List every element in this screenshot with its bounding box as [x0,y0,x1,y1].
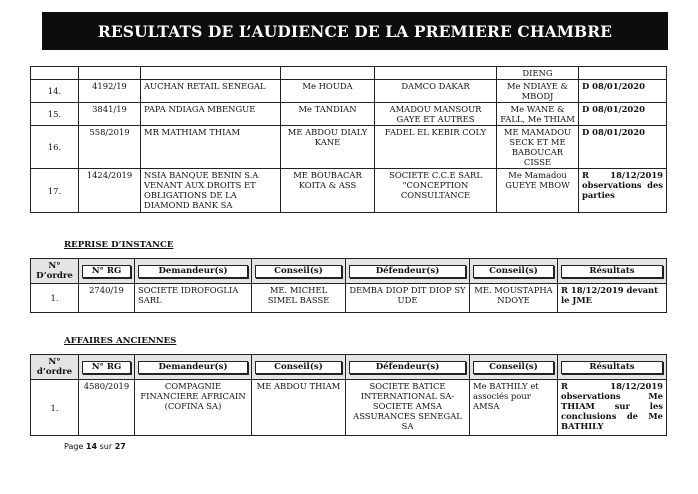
defendant-counsel-cell: Me BATHILY et associés pour AMSA [470,380,558,436]
footer-sur: sur [99,442,113,451]
header-cell [79,259,135,284]
result-cell: D 08/01/2020 [579,80,667,103]
footer-page-number: 14 [85,442,98,451]
page-banner-title: RESULTATS DE L’AUDIENCE DE LA PREMIERE CHAMBRE [42,12,668,50]
plaintiff-cell: AUCHAN RETAIL SENEGAL [141,80,281,103]
table-header-row [31,355,667,380]
header-cell [558,355,667,380]
table-row [31,67,667,80]
plaintiff-counsel-cell: ME ABDOU DIALY KANE [281,126,375,169]
table-row [31,126,667,169]
row-number: 16. [31,126,79,169]
header-cell [470,259,558,284]
header-defendeur: Défendeur(s) [349,265,466,278]
results-table-continued [30,66,667,213]
header-cell [135,259,252,284]
defendant-cell: DAMCO DAKAR [375,80,497,103]
header-cell [79,355,135,380]
header-cell [470,355,558,380]
header-cell [252,259,346,284]
table-cell: DIENG [497,67,579,80]
table-cell [375,67,497,80]
rg-number: 4580/2019 [79,380,135,436]
plaintiff-cell: MR MATHIAM THIAM [141,126,281,169]
table-cell [31,67,79,80]
header-demandeur: Demandeur(s) [138,361,248,374]
affaires-anciennes-table [30,354,667,436]
defendant-cell: SOCIETE C.C.E SARL "CONCEPTION CONSULTANCE [375,169,497,213]
header-conseil: Conseil(s) [255,265,342,278]
result-cell: R 18/12/2019 observations des parties [579,169,667,213]
plaintiff-counsel-cell: Me HOUDA [281,80,375,103]
defendant-cell: AMADOU MANSOUR GAYE ET AUTRES [375,103,497,126]
header-cell [135,355,252,380]
result-cell: R 18/12/2019 observations Me THIAM sur les conclusions de Me BATHILY [558,380,667,436]
table-cell [281,67,375,80]
footer-prefix: Page [64,442,84,451]
result-cell: D 08/01/2020 [579,103,667,126]
plaintiff-cell: PAPA NDIAGA MBENGUE [141,103,281,126]
row-number: 1. [31,284,79,313]
header-rg: N° RG [82,265,131,278]
header-resultats: Résultats [561,361,663,374]
header-cell [346,355,470,380]
section-title-affaires-anciennes: AFFAIRES ANCIENNES [64,336,177,346]
table-cell [79,67,141,80]
page-footer [64,442,126,451]
header-demandeur: Demandeur(s) [138,265,248,278]
header-conseil: Conseil(s) [255,361,342,374]
defendant-cell: SOCIETE BATICE INTERNATIONAL SA-SOCIETE AMSA ASSURANCES SENEGAL SA [346,380,470,436]
header-conseil: Conseil(s) [473,361,554,374]
table-header-row [31,259,667,284]
plaintiff-counsel-cell: ME BOUBACAR KOITA & ASS [281,169,375,213]
plaintiff-cell: COMPAGNIE FINANCIERE AFRICAIN (COFINA SA) [135,380,252,436]
header-cell [346,259,470,284]
rg-number: 2740/19 [79,284,135,313]
header-rg: N° RG [82,361,131,374]
section-title-reprise: REPRISE D’INSTANCE [64,240,174,250]
rg-number: 4192/19 [79,80,141,103]
defendant-counsel-cell: Me Mamadou GUEYE MBOW [497,169,579,213]
table-row [31,380,667,436]
row-number: 15. [31,103,79,126]
header-resultats: Résultats [561,265,663,278]
defendant-cell: FADEL EL KEBIR COLY [375,126,497,169]
plaintiff-cell: SOCIETE IDROFOGLIA SARL [135,284,252,313]
defendant-counsel-cell: ME. MOUSTAPHA NDOYE [470,284,558,313]
plaintiff-cell: NSIA BANQUE BENIN S.A VENANT AUX DROITS ET OBLIGATIONS DE LA DIAMOND BANK SA [141,169,281,213]
defendant-counsel-cell: Me WANE & FALL, Me THIAM [497,103,579,126]
defendant-cell: DEMBA DIOP DIT DIOP SY UDE [346,284,470,313]
defendant-counsel-cell: Me NDIAYE & MBODJ [497,80,579,103]
header-cell [558,259,667,284]
table-cell [141,67,281,80]
table-row [31,169,667,213]
table-cell [579,67,667,80]
footer-total-pages: 27 [114,442,126,451]
defendant-counsel-cell: ME MAMADOU SECK ET ME BABOUCAR CISSE [497,126,579,169]
plaintiff-counsel-cell: ME. MICHEL SIMEL BASSE [252,284,346,313]
header-ordre: N° D’ordre [31,259,79,284]
header-cell [252,355,346,380]
table-row [31,80,667,103]
header-conseil: Conseil(s) [473,265,554,278]
plaintiff-counsel-cell: ME ABDOU THIAM [252,380,346,436]
table-row [31,284,667,313]
rg-number: 3841/19 [79,103,141,126]
header-ordre: N° d’ordre [31,355,79,380]
row-number: 1. [31,380,79,436]
result-cell: R 18/12/2019 devant le JME [558,284,667,313]
row-number: 14. [31,80,79,103]
header-defendeur: Défendeur(s) [349,361,466,374]
result-cell: D 08/01/2020 [579,126,667,169]
table-row [31,103,667,126]
rg-number: 558/2019 [79,126,141,169]
reprise-instance-table [30,258,667,313]
rg-number: 1424/2019 [79,169,141,213]
row-number: 17. [31,169,79,213]
plaintiff-counsel-cell: Me TANDIAN [281,103,375,126]
